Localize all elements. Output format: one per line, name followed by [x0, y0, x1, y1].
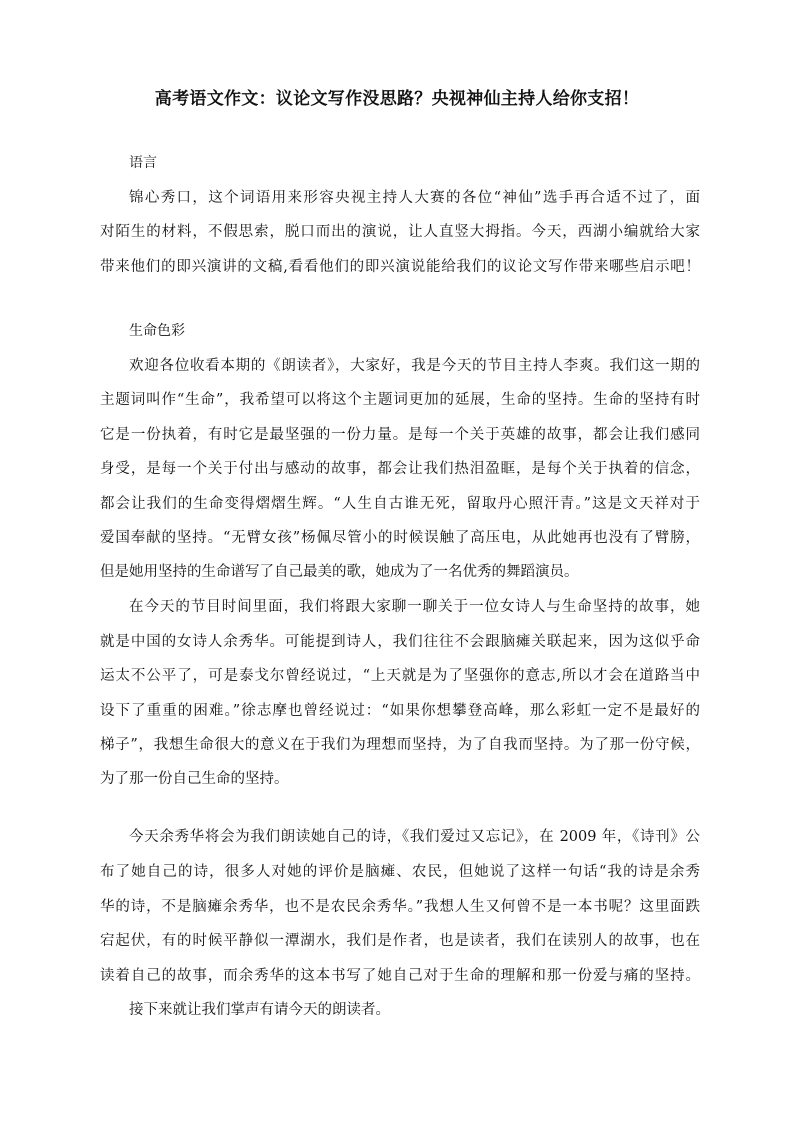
paragraph-line: 接下来就让我们掌声有请今天的朗读者。	[129, 1002, 390, 1018]
paragraph-line: 爱国奉献的坚持。“无臂女孩”杨佩尽管小的时候误触了高压电，从此她再也没有了臂膀，	[100, 530, 700, 546]
paragraph-line: 身受，是每一个关于付出与感动的故事，都会让我们热泪盈眶，是每个关于执着的信念，	[100, 461, 700, 477]
paragraph-line: 都会让我们的生命变得熠熠生辉。“人生自古谁无死，留取丹心照汗青。”这是文天祥对于	[100, 496, 700, 512]
document-title: 高考语文作文：议论文写作没思路？央视神仙主持人给你支招！	[154, 89, 640, 109]
paragraph-line: 梯子”，我想生命很大的意义在于我们为理想而坚持，为了自我而坚持。为了那一份守候，	[100, 737, 700, 753]
paragraph-line: 就是中国的女诗人余秀华。可能提到诗人，我们往往不会跟脑瘫关联起来，因为这似乎命	[100, 634, 700, 650]
paragraph-line: 带来他们的即兴演讲的文稿,看看他们的即兴演说能给我们的议论文写作带来哪些启示吧！	[100, 259, 700, 275]
paragraph-line: 对陌生的材料，不假思索，脱口而出的演说，让人直竖大拇指。今天，西湖小编就给大家	[100, 224, 700, 240]
paragraph-line: 主题词叫作“生命”，我希望可以将这个主题词更加的延展，生命的坚持。生命的坚持有时	[100, 392, 700, 408]
paragraph-line: 它是一份执着，有时它是最坚强的一份力量。是每一个关于英雄的故事，都会让我们感同	[100, 427, 700, 443]
paragraph-line: 读着自己的故事，而余秀华的这本书写了她自己对于生命的理解和那一份爱与痛的坚持。	[100, 968, 700, 984]
section-heading-life-color: 生命色彩	[129, 323, 185, 339]
paragraph-line: 为了那一份自己生命的坚持。	[100, 771, 289, 787]
paragraph-line: 宕起伏，有的时候平静似一潭湖水，我们是作者，也是读者，我们在读别人的故事，也在	[100, 933, 700, 949]
paragraph-line: 设下了重重的困难。”徐志摩也曾经说过：“如果你想攀登高峰，那么彩虹一定不是最好的	[100, 703, 700, 719]
paragraph-line: 锦心秀口，这个词语用来形容央视主持人大赛的各位“神仙”选手再合适不过了，面	[129, 190, 700, 206]
paragraph-line: 今天余秀华将会为我们朗读她自己的诗，《我们爱过又忘记》，在 2009 年，《诗刊》公	[129, 829, 700, 845]
paragraph-line: 在今天的节目时间里面，我们将跟大家聊一聊关于一位女诗人与生命坚持的故事，她	[129, 599, 700, 615]
section-heading-language: 语言	[129, 155, 157, 171]
paragraph-line: 但是她用坚持的生命谱写了自己最美的歌，她成为了一名优秀的舞蹈演员。	[100, 564, 579, 580]
paragraph-line: 华的诗，不是脑瘫余秀华，也不是农民余秀华。”我想人生又何曾不是一本书呢？这里面跌	[100, 899, 700, 915]
paragraph-line: 运太不公平了，可是泰戈尔曾经说过，“上天就是为了坚强你的意志,所以才会在道路当中	[100, 668, 700, 684]
paragraph-line: 布了她自己的诗，很多人对她的评价是脑瘫、农民，但她说了这样一句话“我的诗是余秀	[100, 864, 700, 880]
paragraph-line: 欢迎各位收看本期的《朗读者》，大家好，我是今天的节目主持人李爽。我们这一期的	[129, 358, 700, 374]
